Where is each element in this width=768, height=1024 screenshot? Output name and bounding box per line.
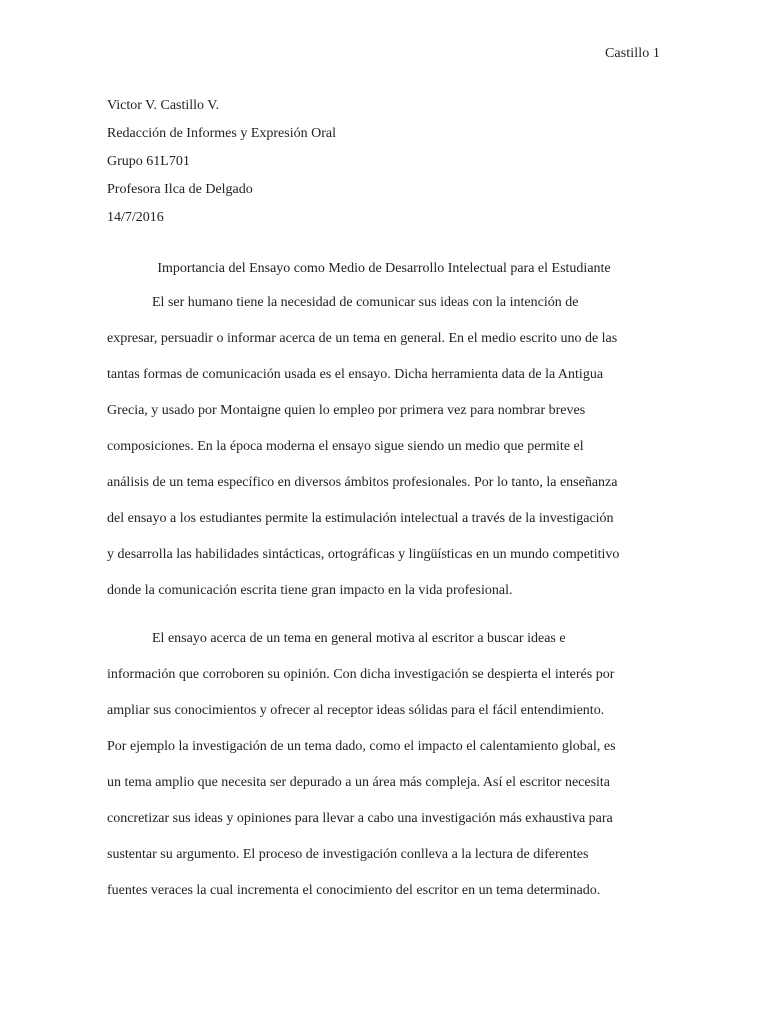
- paragraph-line: ampliar sus conocimientos y ofrecer al receptor ideas sólidas para el fácil entendimiento.: [107, 703, 605, 718]
- date: 14/7/2016: [107, 210, 164, 225]
- paragraph-line: sustentar su argumento. El proceso de investigación conlleva a la lectura de diferentes: [107, 847, 589, 862]
- running-head: Castillo 1: [604, 46, 660, 61]
- paragraph-gap: [107, 609, 661, 621]
- professor-name: Profesora Ilca de Delgado: [107, 182, 253, 197]
- paragraph-line: Grecia, y usado por Montaigne quien lo empleo por primera vez para nombrar breves: [107, 403, 586, 418]
- essay-body: [107, 285, 661, 909]
- paragraph-line: un tema amplio que necesita ser depurado a un área más compleja. Así el escritor necesita: [107, 775, 611, 790]
- paragraph-line: Por ejemplo la investigación de un tema dado, como el impacto el calentamiento global, es: [107, 739, 616, 754]
- paragraph-line: El ensayo acerca de un tema en general motiva al escritor a buscar ideas e: [152, 631, 566, 646]
- paragraph-line: composiciones. En la época moderna el ensayo sigue siendo un medio que permite el: [107, 439, 584, 454]
- paragraph-1: [107, 285, 661, 609]
- paragraph-line: y desarrolla las habilidades sintácticas, ortográficas y lingüísticas en un mundo competitivo: [107, 547, 620, 562]
- essay-title: Importancia del Ensayo como Medio de Desarrollo Intelectual para el Estudiante: [157, 261, 611, 276]
- paragraph-line: El ser humano tiene la necesidad de comunicar sus ideas con la intención de: [152, 295, 579, 310]
- paragraph-line: expresar, persuadir o informar acerca de un tema en general. En el medio escrito uno de las: [107, 331, 618, 346]
- paragraph-line: tantas formas de comunicación usada es el ensayo. Dicha herramienta data de la Antigua: [107, 367, 604, 382]
- paragraph-line: información que corroboren su opinión. Con dicha investigación se despierta el interés por: [107, 667, 615, 682]
- mla-heading: [107, 92, 336, 232]
- paragraph-line: del ensayo a los estudiantes permite la estimulación intelectual a través de la investigación: [107, 511, 614, 526]
- author-name: Victor V. Castillo V.: [107, 98, 220, 113]
- paragraph-2: [107, 621, 661, 909]
- course-name: Redacción de Informes y Expresión Oral: [107, 126, 336, 141]
- paragraph-line: concretizar sus ideas y opiniones para llevar a cabo una investigación más exhaustiva para: [107, 811, 613, 826]
- paragraph-line: donde la comunicación escrita tiene gran impacto en la vida profesional.: [107, 583, 513, 598]
- paragraph-line: fuentes veraces la cual incrementa el conocimiento del escritor en un tema determinado.: [107, 883, 601, 898]
- paragraph-line: análisis de un tema específico en diversos ámbitos profesionales. Por lo tanto, la enseñanza: [107, 475, 618, 490]
- group-code: Grupo 61L701: [107, 154, 190, 169]
